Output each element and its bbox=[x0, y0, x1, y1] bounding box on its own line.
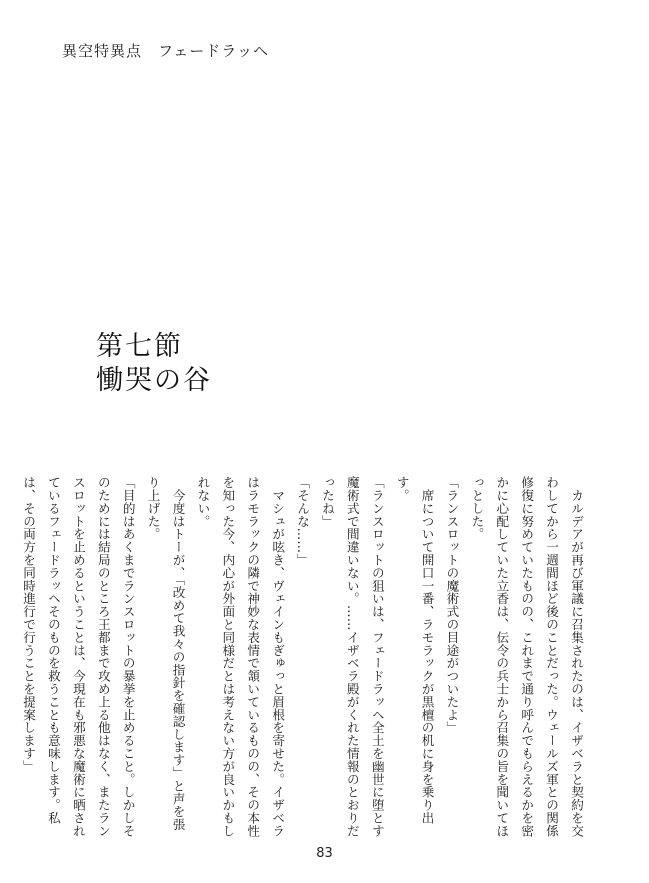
running-header: 異空特異点 フェードラッヘ bbox=[62, 42, 269, 60]
paragraph: カルデアが再び軍議に召集されたのは、イザベラと契約を交わしてから一週間ほど後のことだった。ウェールズ軍との関係修復に努めていたものの、これまで通り呼んでもらえるかを密かに心配していた立香は、伝令の兵士から召集の旨を聞いてほっとした。 bbox=[469, 476, 584, 838]
paragraph: 「目的はあくまでランスロットの暴挙を止めること。しかしそのためには結局のところ王都まで攻め上る他はなく、またランスロットを止めるということは、今現在も邪悪な魔術に晒されているフェードラッヘそのものを救うことも意味します。私は、その両方を同時進行で行うことを提案します」 bbox=[21, 476, 136, 838]
paragraph: 「そんな……」 bbox=[295, 476, 311, 567]
paragraph: マシュが呟き、ヴェインもぎゅっと眉根を寄せた。イザベラはラモラックの隣で神妙な表情で頷いているものの、その本性を知った今、内心が外面と同様だとは考えない方が良いかもしれない。 bbox=[195, 476, 286, 838]
paragraph: 「ランスロットの狙いは、フェードラッヘ全土を幽世に堕とす魔術式で間違いない。……イザベラ殿がくれた情報のとおりだったね」 bbox=[319, 476, 385, 838]
chapter-title: 慟哭の谷 bbox=[96, 365, 212, 396]
paragraph: 「ランスロットの魔術式の目途がついたよ」 bbox=[444, 476, 460, 734]
chapter-number: 第七節 bbox=[96, 331, 183, 362]
paragraph: 今度はトーが、「改めて我々の指針を確認します」と声を張り上げた。 bbox=[145, 476, 186, 831]
chapter-heading bbox=[96, 330, 356, 398]
page-number: 83 bbox=[316, 846, 333, 861]
paragraph: 席について開口一番、ラモラックが黒檀の机に身を乗り出す。 bbox=[394, 476, 435, 825]
body-text bbox=[21, 476, 588, 838]
